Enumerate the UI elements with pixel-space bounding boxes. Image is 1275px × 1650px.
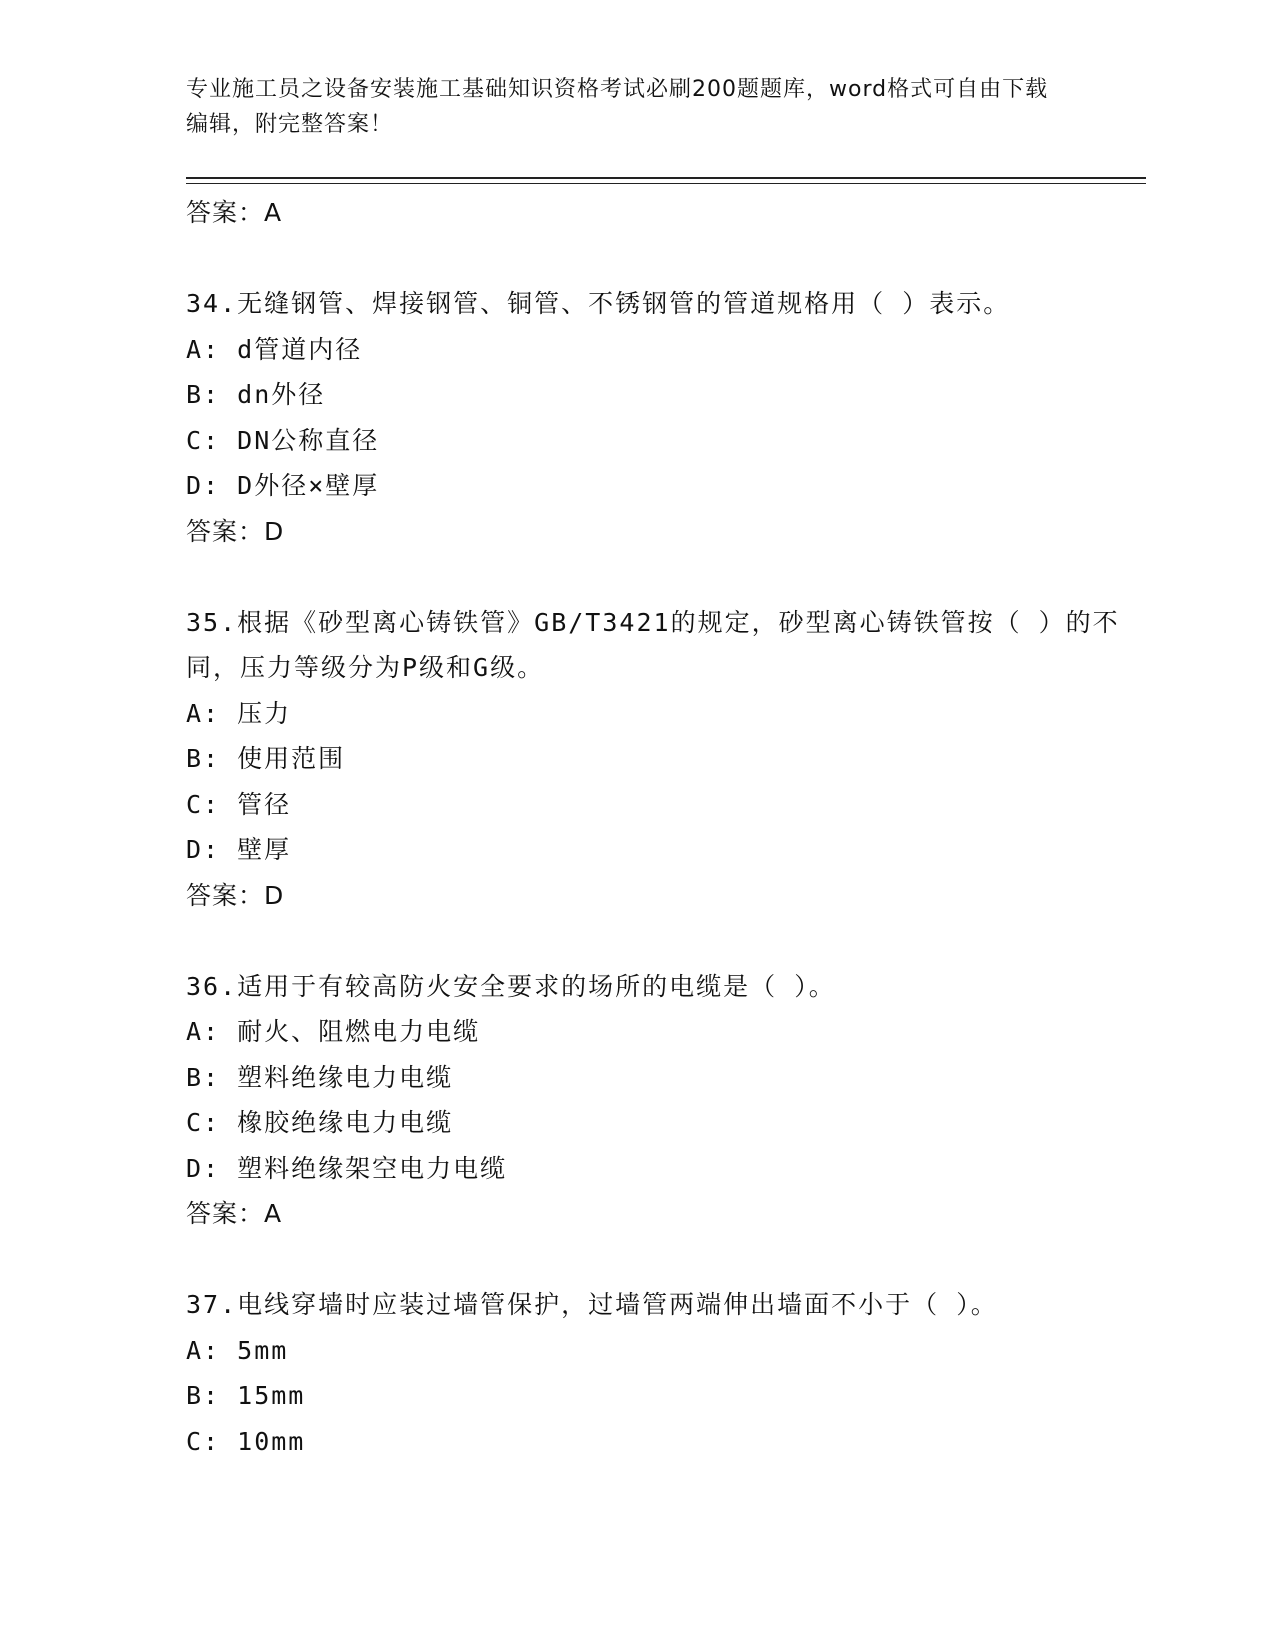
answer-line: 答案：D — [186, 516, 285, 546]
option-b: B: 塑料绝缘电力电缆 — [186, 1062, 454, 1092]
document-header: 专业施工员之设备安装施工基础知识资格考试必刷200题题库，word格式可自由下载编辑，附完整答案！ — [186, 77, 1049, 137]
answer-line: 答案：A — [186, 198, 283, 227]
question-stem: 36.适用于有较高防火安全要求的场所的电缆是（ ）。 — [186, 971, 836, 1001]
question-list — [186, 190, 1126, 1464]
option-a: A: 耐火、阻燃电力电缆 — [186, 1017, 481, 1046]
spacer — [186, 918, 1126, 964]
header-rule-thin — [186, 183, 1146, 184]
spacer — [186, 1237, 1126, 1283]
option-d: D: 塑料绝缘架空电力电缆 — [186, 1153, 508, 1183]
question-stem: 35.根据《砂型离心铸铁管》GB/T3421的规定，砂型离心铸铁管按（ ）的不同，压力等级分为P级和G级。 — [186, 607, 1120, 682]
option-c: C: 10mm — [186, 1426, 306, 1456]
option-c: C: 橡胶绝缘电力电缆 — [186, 1108, 454, 1137]
option-d: D: D外径×壁厚 — [186, 471, 380, 500]
answer-line: 答案：D — [186, 880, 285, 910]
answer-line: 答案：A — [186, 1199, 283, 1228]
question-stem: 34.无缝钢管、焊接钢管、铜管、不锈钢管的管道规格用（ ）表示。 — [186, 289, 1011, 318]
option-a: A: 5mm — [186, 1335, 289, 1365]
option-b: B: dn外径 — [186, 380, 326, 409]
spacer — [186, 236, 1126, 282]
question-stem: 37.电线穿墙时应装过墙管保护，过墙管两端伸出墙面不小于（ ）。 — [186, 1290, 998, 1319]
option-c: C: 管径 — [186, 789, 292, 819]
option-d: D: 壁厚 — [186, 835, 292, 864]
option-c: C: DN公称直径 — [186, 425, 380, 455]
option-a: A: 压力 — [186, 698, 292, 728]
option-b: B: 使用范围 — [186, 744, 346, 773]
option-a: A: d管道内径 — [186, 334, 363, 364]
header-rule-thick — [186, 177, 1146, 179]
spacer — [186, 554, 1126, 600]
option-b: B: 15mm — [186, 1381, 306, 1410]
